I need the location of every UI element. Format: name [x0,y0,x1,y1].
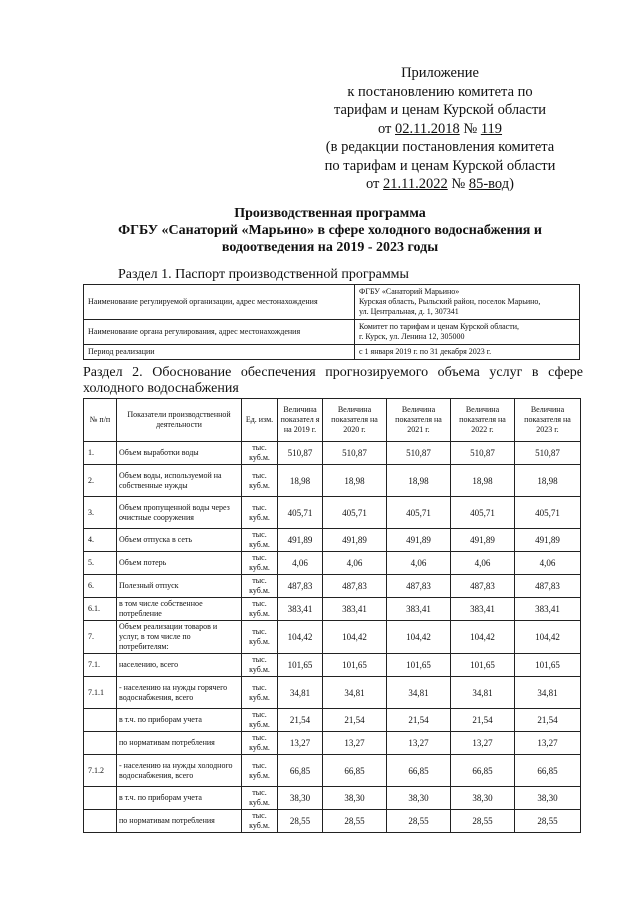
table-row [84,465,581,497]
row-value: 104,42 [451,621,515,654]
row-value: 66,85 [515,755,581,787]
row-value: 13,27 [278,732,323,755]
table-row [84,709,581,732]
row-unit: тыс. куб.м. [242,787,278,810]
section1-heading: Раздел 1. Паспорт производственной программы [118,267,409,282]
title-line: ФГБУ «Санаторий «Марьино» в сфере холодного водоснабжения и [118,223,542,238]
passport-table [83,284,580,360]
row-indicator: по нормативам потребления [117,732,242,755]
row-value: 383,41 [515,598,581,621]
row-value: 28,55 [387,810,451,833]
row-indicator: по нормативам потребления [117,810,242,833]
row-unit: тыс. куб.м. [242,465,278,497]
row-value: 21,54 [278,709,323,732]
table-row [84,529,581,552]
col-header-name: Показатели производственной деятельности [117,399,242,442]
row-value: 34,81 [387,677,451,709]
value-line: г. Курск, ул. Ленина 12, 305000 [359,332,465,341]
row-value: 21,54 [323,709,387,732]
row-number: 6. [84,575,117,598]
row-value: 66,85 [278,755,323,787]
row-value: 491,89 [323,529,387,552]
row-value: 28,55 [451,810,515,833]
row-value: 66,85 [323,755,387,787]
row-number: 2. [84,465,117,497]
row-value: 101,65 [278,654,323,677]
row-value: 38,30 [451,787,515,810]
row-value: 383,41 [387,598,451,621]
row-value: 28,55 [515,810,581,833]
table-row [84,575,581,598]
row-value: 101,65 [451,654,515,677]
table-row [84,497,581,529]
row-indicator: Объем потерь [117,552,242,575]
row-value: 491,89 [278,529,323,552]
row-unit: тыс. куб.м. [242,677,278,709]
col-header-2020: Величина показателя на 2020 г. [323,399,387,442]
col-header-2022: Величина показателя на 2022 г. [451,399,515,442]
close-paren: ) [509,176,514,192]
table-row [84,598,581,621]
row-unit: тыс. куб.м. [242,575,278,598]
indicators-table [83,398,581,833]
row-unit: тыс. куб.м. [242,732,278,755]
table-row [84,320,580,345]
table-row [84,552,581,575]
row-value: 4,06 [278,552,323,575]
date-prefix: от [366,176,384,192]
row-value: 383,41 [323,598,387,621]
row-number [84,787,117,810]
row-value: 66,85 [451,755,515,787]
appendix-block [290,64,590,194]
value-line: ул. Центральная, д. 1, 307341 [359,307,459,316]
row-indicator: Объем воды, используемой на собственные нужды [117,465,242,497]
row-number: 7.1.1 [84,677,117,709]
value-line: Курская область, Рыльский район, поселок Марьино, [359,297,541,306]
row-value: 510,87 [323,442,387,465]
row-value: 383,41 [278,598,323,621]
revision-number: 85-вод [468,176,510,192]
row-value: 487,83 [515,575,581,598]
row-value: 38,30 [278,787,323,810]
row-unit: тыс. куб.м. [242,552,278,575]
row-value: 13,27 [387,732,451,755]
row-value: 510,87 [515,442,581,465]
col-header-2021: Величина показателя на 2021 г. [387,399,451,442]
row-value: 405,71 [278,497,323,529]
row-unit: тыс. куб.м. [242,709,278,732]
row-value: 491,89 [515,529,581,552]
row-indicator: - населению на нужды холодного водоснабжения, всего [117,755,242,787]
row-value: 104,42 [387,621,451,654]
row-indicator: Объем выработки воды [117,442,242,465]
row-indicator: в т.ч. по приборам учета [117,709,242,732]
row-number: 7.1. [84,654,117,677]
row-indicator: населению, всего [117,654,242,677]
title-line: Производственная программа [234,206,426,221]
row-unit: тыс. куб.м. [242,654,278,677]
row-indicator: в том числе собственное потребление [117,598,242,621]
row-number: 6.1. [84,598,117,621]
passport-key: Период реализации [84,345,355,360]
row-value: 405,71 [515,497,581,529]
row-value: 4,06 [515,552,581,575]
row-value: 18,98 [323,465,387,497]
table-row [84,654,581,677]
row-value: 21,54 [451,709,515,732]
row-value: 487,83 [323,575,387,598]
row-value: 34,81 [278,677,323,709]
row-value: 4,06 [387,552,451,575]
row-value: 405,71 [451,497,515,529]
document-title [60,205,600,256]
row-value: 510,87 [387,442,451,465]
passport-value [355,285,580,320]
row-indicator: в т.ч. по приборам учета [117,787,242,810]
row-number: 4. [84,529,117,552]
row-value: 101,65 [387,654,451,677]
table-row [84,787,581,810]
row-value: 34,81 [451,677,515,709]
col-header-2019: Величина показател я на 2019 г. [278,399,323,442]
row-value: 101,65 [515,654,581,677]
row-value: 383,41 [451,598,515,621]
row-value: 18,98 [278,465,323,497]
table-row [84,345,580,360]
appendix-line: (в редакции постановления комитета [325,139,555,155]
row-unit: тыс. куб.м. [242,497,278,529]
passport-key: Наименование регулируемой организации, адрес местонахождения [84,285,355,320]
row-value: 487,83 [387,575,451,598]
row-value: 18,98 [387,465,451,497]
appendix-date-line [290,120,590,139]
value-line: ФГБУ «Санаторий Марьино» [359,287,460,296]
section2-heading: Раздел 2. Обоснование обеспечения прогнозируемого объема услуг в сфере холодного водоснабжения [83,365,583,396]
row-number: 1. [84,442,117,465]
col-header-num: № п/п [84,399,117,442]
row-unit: тыс. куб.м. [242,598,278,621]
row-unit: тыс. куб.м. [242,529,278,552]
table-row [84,732,581,755]
row-value: 13,27 [451,732,515,755]
row-unit: тыс. куб.м. [242,621,278,654]
row-value: 38,30 [387,787,451,810]
row-value: 104,42 [278,621,323,654]
row-number [84,709,117,732]
header-row [84,399,581,442]
row-value: 101,65 [323,654,387,677]
row-indicator: Объем реализации товаров и услуг, в том числе по потребителям: [117,621,242,654]
row-value: 34,81 [515,677,581,709]
decree-date: 02.11.2018 [395,120,460,137]
row-value: 487,83 [278,575,323,598]
appendix-date-line-2 [290,175,590,194]
table-row [84,442,581,465]
row-value: 13,27 [323,732,387,755]
row-value: 38,30 [323,787,387,810]
row-value: 491,89 [451,529,515,552]
row-value: 28,55 [323,810,387,833]
row-value: 510,87 [451,442,515,465]
col-header-2023: Величина показателя на 2023 г. [515,399,581,442]
row-value: 104,42 [323,621,387,654]
row-value: 66,85 [387,755,451,787]
row-number: 5. [84,552,117,575]
row-value: 405,71 [387,497,451,529]
passport-value [355,320,580,345]
row-unit: тыс. куб.м. [242,755,278,787]
value-line: Комитет по тарифам и ценам Курской области, [359,322,519,331]
table-row [84,285,580,320]
row-value: 13,27 [515,732,581,755]
row-value: 18,98 [451,465,515,497]
row-value: 21,54 [387,709,451,732]
row-value: 491,89 [387,529,451,552]
appendix-line: по тарифам и ценам Курской области [324,157,556,174]
row-value: 18,98 [515,465,581,497]
appendix-line: к постановлению комитета по [347,83,533,100]
row-value: 487,83 [451,575,515,598]
row-number: 7. [84,621,117,654]
col-header-unit: Ед. изм. [242,399,278,442]
row-indicator: Объем пропущенной воды через очистные сооружения [117,497,242,529]
row-indicator: Полезный отпуск [117,575,242,598]
row-number: 3. [84,497,117,529]
title-line: водоотведения на 2019 - 2023 годы [221,240,439,255]
row-value: 510,87 [278,442,323,465]
row-number [84,810,117,833]
row-value: 4,06 [323,552,387,575]
row-indicator: - населению на нужды горячего водоснабжения, всего [117,677,242,709]
row-value: 4,06 [451,552,515,575]
row-number [84,732,117,755]
row-value: 28,55 [278,810,323,833]
table-row [84,621,581,654]
row-number: 7.1.2 [84,755,117,787]
passport-value: с 1 января 2019 г. по 31 декабря 2023 г. [355,345,580,360]
row-value: 104,42 [515,621,581,654]
revision-date: 21.11.2022 [383,176,448,192]
row-value: 34,81 [323,677,387,709]
date-prefix: от [377,120,395,137]
num-sign: № [447,176,469,192]
appendix-line: тарифам и ценам Курской области [333,102,547,118]
passport-key: Наименование органа регулирования, адрес местонахождения [84,320,355,345]
row-unit: тыс. куб.м. [242,810,278,833]
row-value: 405,71 [323,497,387,529]
table-row [84,810,581,833]
table-row [84,677,581,709]
row-indicator: Объем отпуска в сеть [117,529,242,552]
row-unit: тыс. куб.м. [242,442,278,465]
row-value: 21,54 [515,709,581,732]
table-row [84,755,581,787]
decree-number: 119 [480,120,503,137]
row-value: 38,30 [515,787,581,810]
num-sign: № [459,120,481,137]
appendix-line: Приложение [401,65,479,81]
